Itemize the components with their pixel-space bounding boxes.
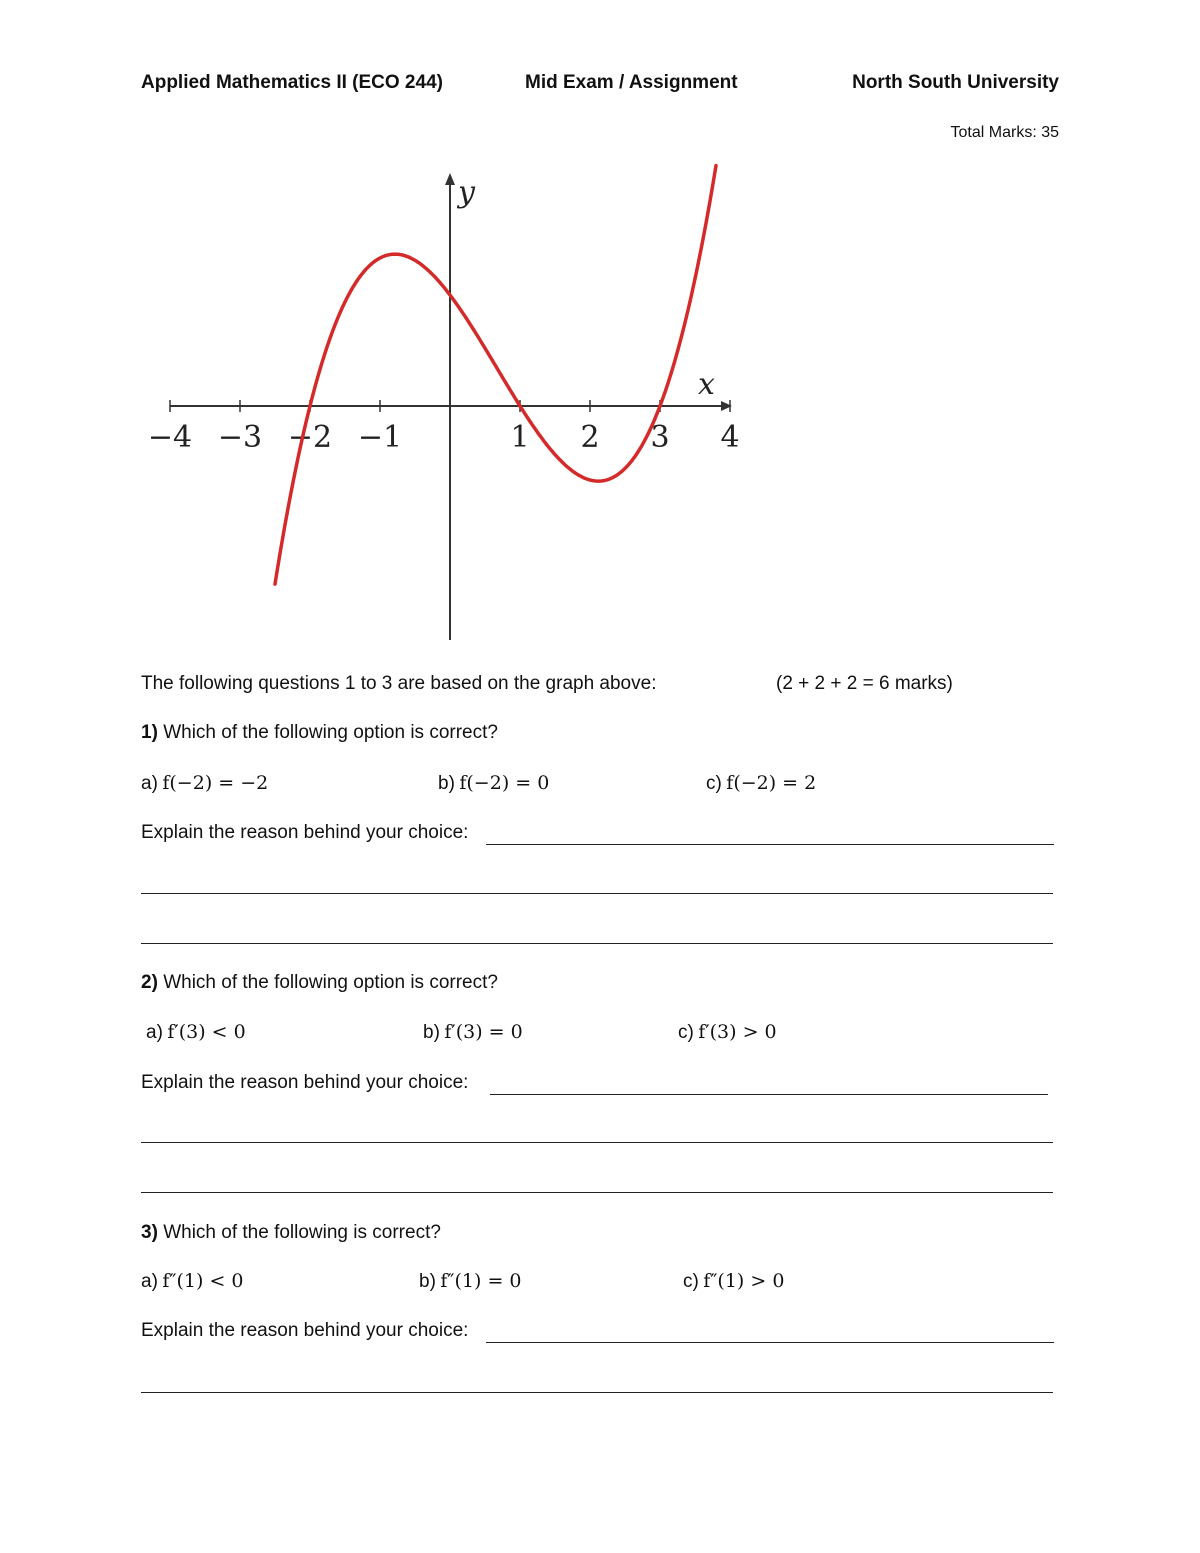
x-tick-label: −1 — [357, 420, 403, 455]
question-text: Which of the following option is correct? — [163, 972, 498, 993]
option-expression: f(−2) = −2 — [162, 772, 269, 794]
x-tick-label: 3 — [650, 420, 670, 455]
x-tick-label: 4 — [720, 420, 740, 455]
option-letter: c) — [706, 773, 722, 794]
x-axis-label: x — [698, 367, 715, 402]
option-letter: b) — [423, 1022, 440, 1043]
q2-option-b[interactable] — [423, 1021, 523, 1044]
question-number: 1) — [141, 722, 158, 743]
function-graph — [140, 160, 750, 650]
option-expression: f′(3) > 0 — [698, 1021, 777, 1043]
q1-answer-line-1[interactable] — [486, 844, 1054, 845]
q3-option-b[interactable] — [419, 1270, 522, 1293]
option-letter: c) — [683, 1271, 699, 1292]
option-expression: f″(1) < 0 — [162, 1270, 244, 1292]
q1-answer-line-2[interactable] — [141, 893, 1053, 894]
q1-option-c[interactable] — [706, 772, 816, 795]
option-expression: f(−2) = 2 — [726, 772, 817, 794]
q3-option-a[interactable] — [141, 1270, 244, 1293]
x-tick-label: −3 — [217, 420, 263, 455]
option-expression: f′(3) < 0 — [167, 1021, 246, 1043]
q2-answer-line-3[interactable] — [141, 1192, 1053, 1193]
option-expression: f′(3) = 0 — [444, 1021, 523, 1043]
question-3 — [141, 1222, 441, 1244]
intro-text: The following questions 1 to 3 are based on the graph above: — [141, 673, 657, 694]
exam-title: Mid Exam / Assignment — [525, 72, 738, 93]
q1-option-b[interactable] — [438, 772, 549, 795]
x-tick-label: 2 — [580, 420, 600, 455]
q2-option-c[interactable] — [678, 1021, 777, 1044]
q2-explain-label: Explain the reason behind your choice: — [141, 1072, 469, 1093]
option-expression: f″(1) = 0 — [440, 1270, 522, 1292]
q2-option-a[interactable] — [146, 1021, 246, 1044]
option-letter: b) — [438, 773, 455, 794]
option-expression: f″(1) > 0 — [703, 1270, 785, 1292]
q3-option-c[interactable] — [683, 1270, 784, 1293]
q1-answer-line-3[interactable] — [141, 943, 1053, 944]
q1-explain-label: Explain the reason behind your choice: — [141, 822, 469, 843]
function-curve — [275, 166, 716, 584]
q3-explain-label: Explain the reason behind your choice: — [141, 1320, 469, 1341]
option-letter: a) — [141, 773, 158, 794]
q2-answer-line-1[interactable] — [490, 1094, 1048, 1095]
question-number: 2) — [141, 972, 158, 993]
x-tick-label: −2 — [287, 420, 333, 455]
x-tick-label: −4 — [147, 420, 193, 455]
q3-answer-line-1[interactable] — [486, 1342, 1054, 1343]
question-number: 3) — [141, 1222, 158, 1243]
question-2 — [141, 972, 498, 994]
option-expression: f(−2) = 0 — [459, 772, 550, 794]
question-text: Which of the following option is correct? — [163, 722, 498, 743]
q1-option-a[interactable] — [141, 772, 268, 795]
y-axis-label: y — [458, 175, 475, 210]
course-title: Applied Mathematics II (ECO 244) — [141, 72, 443, 93]
option-letter: c) — [678, 1022, 694, 1043]
q3-answer-line-2[interactable] — [141, 1392, 1053, 1393]
university-name: North South University — [852, 72, 1059, 93]
option-letter: b) — [419, 1271, 436, 1292]
option-letter: a) — [146, 1022, 163, 1043]
y-axis-arrow — [445, 173, 455, 185]
option-letter: a) — [141, 1271, 158, 1292]
question-text: Which of the following is correct? — [163, 1222, 441, 1243]
intro-marks: (2 + 2 + 2 = 6 marks) — [776, 673, 953, 694]
q2-answer-line-2[interactable] — [141, 1142, 1053, 1143]
total-marks: Total Marks: 35 — [950, 124, 1059, 141]
x-tick-label: 1 — [510, 420, 530, 455]
question-1 — [141, 722, 498, 744]
